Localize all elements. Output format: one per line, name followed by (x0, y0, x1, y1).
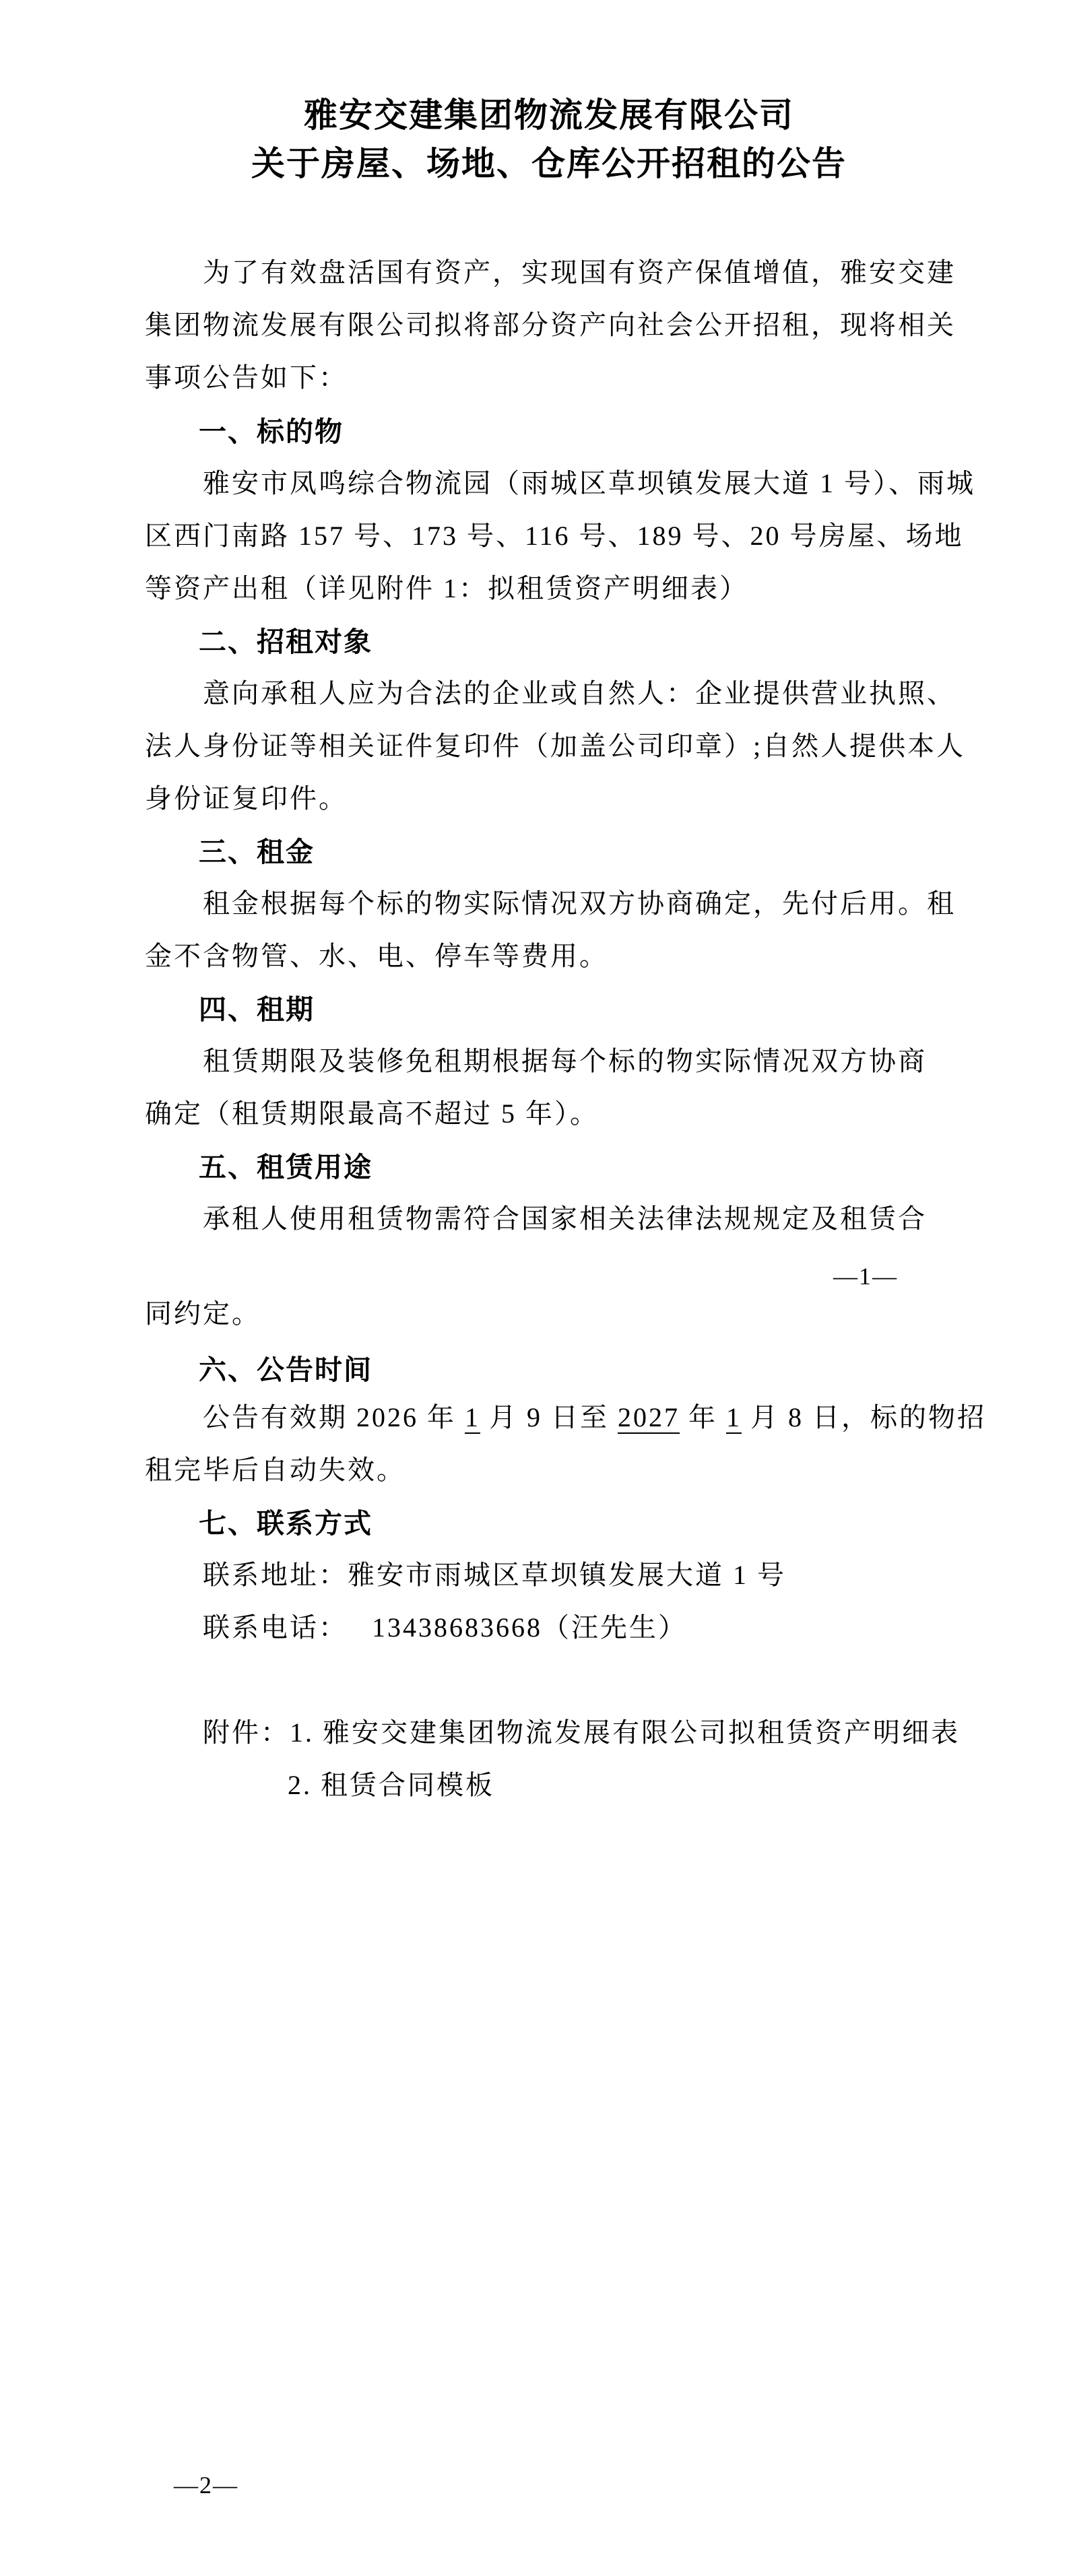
text-line: 事项公告如下： (145, 362, 348, 393)
section-5-continuation-paragraph (145, 1288, 1041, 1340)
text-line: 租金根据每个标的物实际情况双方协商确定，先付后用。租 (145, 888, 956, 919)
text-line: 租赁期限及装修免租期根据每个标的物实际情况双方协商 (145, 1046, 927, 1076)
section-2-heading: 二、招租对象 (199, 626, 372, 657)
text-line: 同约定。 (145, 1298, 261, 1329)
underlined-text: 2027 (618, 1402, 680, 1432)
text-line: 雅安市凤鸣综合物流园（雨城区草坝镇发展大道 1 号）、雨城 (145, 468, 975, 498)
text-line: 等资产出租（详见附件 1：拟租赁资产明细表） (145, 573, 748, 603)
text-line: 为了有效盘活国有资产，实现国有资产保值增值，雅安交建 (145, 257, 956, 288)
text-line: 租完毕后自动失效。 (145, 1455, 406, 1485)
contact-phone-line: 联系电话： 13438683668（汪先生） (145, 1612, 687, 1643)
section-4-paragraph (145, 1035, 1041, 1140)
page-2-number: —2— (174, 2472, 238, 2499)
text-line: 公告有效期 2026 年 1 月 9 日至 2027 年 1 月 8 日，标的物招 (145, 1402, 986, 1432)
section-2-paragraph (145, 667, 1041, 825)
text-line: 身份证复印件。 (145, 783, 348, 814)
underlined-text: 1 (726, 1402, 742, 1432)
contact-address-line: 联系地址：雅安市雨城区草坝镇发展大道 1 号 (145, 1560, 786, 1590)
text-line: 金不含物管、水、电、停车等费用。 (145, 941, 608, 971)
document-title (145, 91, 953, 188)
section-5-paragraph (145, 1193, 1041, 1245)
section-3-paragraph (145, 878, 1041, 983)
section-6-heading: 六、公告时间 (199, 1354, 372, 1385)
section-7-heading: 七、联系方式 (199, 1508, 372, 1539)
text-line: 确定（租赁期限最高不超过 5 年）。 (145, 1098, 599, 1129)
text-line: 承租人使用租赁物需符合国家相关法律法规规定及租赁合 (145, 1203, 927, 1234)
attachments-line-1: 附件：1. 雅安交建集团物流发展有限公司拟租赁资产明细表 (145, 1717, 960, 1748)
underlined-text: 1 (465, 1402, 480, 1432)
text-line: 法人身份证等相关证件复印件（加盖公司印章）;自然人提供本人 (145, 731, 966, 761)
text-line: 雅安交建集团物流发展有限公司 (304, 96, 794, 134)
section-1-paragraph (145, 457, 1041, 615)
section-3-heading: 三、租金 (199, 836, 315, 867)
section-1-heading: 一、标的物 (199, 416, 344, 447)
section-6-paragraph (145, 1391, 1041, 1496)
text-line: 区西门南路 157 号、173 号、116 号、189 号、20 号房屋、场地 (145, 521, 964, 551)
text-line: 意向承租人应为合法的企业或自然人：企业提供营业执照、 (145, 678, 956, 708)
section-4-heading: 四、租期 (199, 994, 315, 1025)
text-line: 关于房屋、场地、仓库公开招租的公告 (251, 145, 847, 183)
page-1-number: —1— (833, 1263, 898, 1290)
attachments-line-2: 2. 租赁合同模板 (288, 1770, 494, 1800)
section-5-heading: 五、租赁用途 (199, 1152, 372, 1183)
intro-paragraph (145, 246, 1041, 404)
text-line: 集团物流发展有限公司拟将部分资产向社会公开招租，现将相关 (145, 310, 956, 340)
